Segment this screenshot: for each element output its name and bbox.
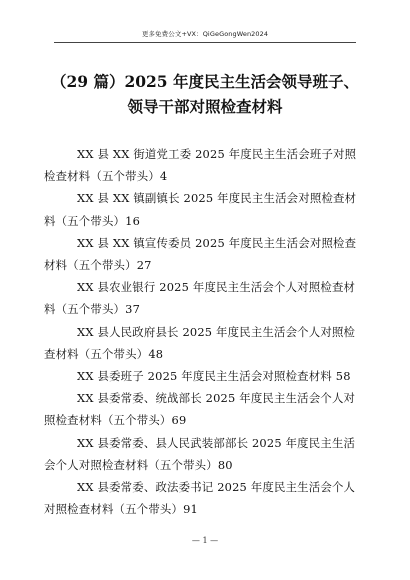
- toc-item[interactable]: XX 县农业银行 2025 年度民主生活会个人对照检查材料（五个带头）37: [44, 280, 356, 317]
- header-divider: [54, 42, 356, 43]
- toc-item[interactable]: XX 县委常委、政法委书记 2025 年度民主生活会个人对照检查材料（五个带头）91: [44, 480, 356, 517]
- document-title: [40, 69, 370, 119]
- page-header: 更多免费公文+VX：QiGeGongWen2024: [141, 30, 269, 38]
- toc-item[interactable]: XX 县 XX 街道党工委 2025 年度民主生活会班子对照检查材料（五个带头）4: [44, 147, 357, 184]
- toc-item[interactable]: XX 县委常委、县人民武装部部长 2025 年度民主生活会个人对照检查材料（五个带头）80: [44, 435, 356, 472]
- table-of-contents: [44, 143, 362, 520]
- toc-item[interactable]: XX 县人民政府县长 2025 年度民主生活会个人对照检查材料（五个带头）48: [44, 324, 356, 361]
- toc-item[interactable]: XX 县 XX 镇宣传委员 2025 年度民主生活会对照检查材料（五个带头）27: [44, 235, 357, 273]
- toc-item[interactable]: XX 县委班子 2025 年度民主生活会对照检查材料 58: [77, 369, 351, 384]
- toc-item[interactable]: XX 县 XX 镇副镇长 2025 年度民主生活会对照检查材料（五个带头）16: [44, 191, 357, 228]
- page-number: — 1 —: [191, 536, 219, 545]
- toc-item[interactable]: XX 县委常委、统战部长 2025 年度民主生活会个人对照检查材料（五个带头）69: [44, 391, 356, 428]
- title-line-1: （29 篇）2025 年度民主生活会领导班子、: [50, 72, 359, 91]
- title-line-2: 领导干部对照检查材料: [127, 97, 283, 116]
